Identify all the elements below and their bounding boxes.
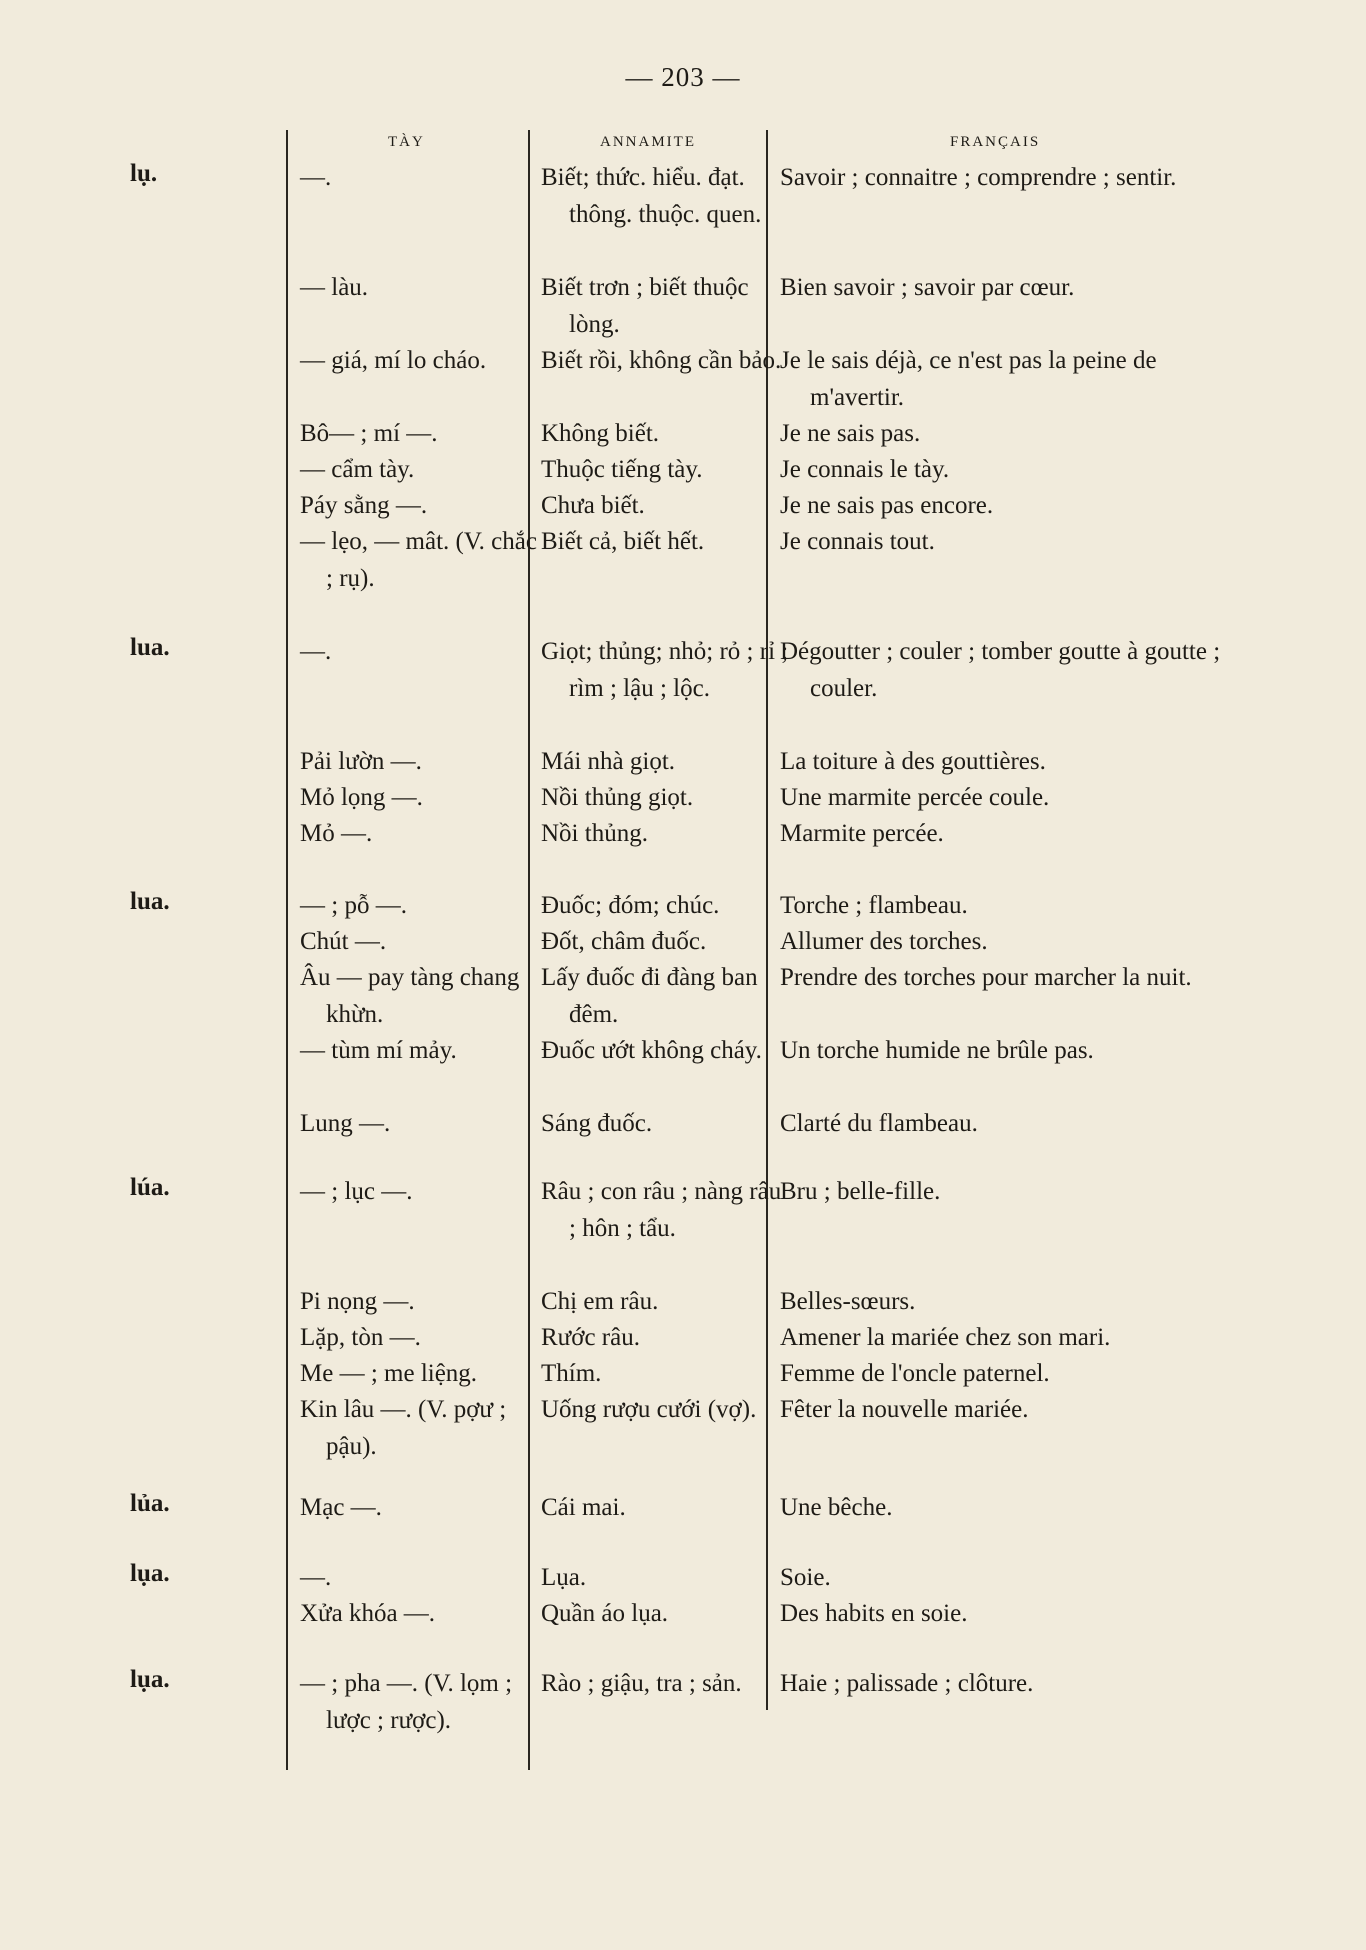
tay-text: Lặp, tòn —. [300,1324,421,1351]
tay-text: — tùm mí mảy. [300,1037,457,1064]
annamite-text: Uống rượu cưới (vợ). [541,1396,757,1423]
column-header-tay: TÀY [388,134,425,150]
annamite-text: Rước râu. [541,1324,640,1351]
french-text: La toiture à des gouttières. [780,748,1046,775]
entry-headword: lụa. [130,1560,170,1587]
french-text: Bru ; belle-fille. [780,1178,941,1205]
tay-text: — ; pha —. (V. lọm ; lược ; rược). [300,1670,513,1734]
french-text: Torche ; flambeau. [780,892,968,919]
entry-headword: lua. [130,634,170,661]
annamite-text: Không biết. [541,420,660,447]
tay-text: — lẹo, — mât. (V. chắc ; rụ). [300,528,537,592]
annamite-text: Cái mai. [541,1494,626,1521]
column-header-francais: FRANÇAIS [950,134,1041,150]
annamite-text: Đuốc; đóm; chúc. [541,892,720,919]
annamite-text: Biết cả, biết hết. [541,528,705,555]
annamite-text: Lấy đuốc đi đàng ban đêm. [541,964,758,1028]
tay-text: — ; lục —. [300,1178,413,1205]
entry-headword: lua. [130,888,170,915]
tay-text: — cẩm tày. [300,456,415,483]
french-text: Marmite percée. [780,820,944,847]
annamite-text: Chị em râu. [541,1288,659,1315]
french-text: Amener la mariée chez son mari. [780,1324,1111,1351]
tay-text: Pải lườn —. [300,748,422,775]
entry-headword: lụa. [130,1666,170,1693]
annamite-text: Giọt; thủng; nhỏ; rỏ ; rỉ ; rìm ; lậu ; lộc. [541,638,789,702]
tay-text: Pi nọng —. [300,1288,415,1315]
french-text: Dégoutter ; couler ; tomber goutte à goutte ; couler. [780,638,1221,702]
tay-text: —. [300,1564,332,1591]
tay-text: Páy sằng —. [300,492,428,519]
tay-text: Kin lâu —. (V. pợư ; pậu). [300,1396,507,1460]
french-text: Je ne sais pas. [780,420,921,447]
annamite-text: Biết rồi, không cần bảo. [541,347,782,374]
annamite-text: Đuốc ướt không cháy. [541,1037,762,1064]
french-text: Allumer des torches. [780,928,988,955]
french-text: Je connais tout. [780,528,935,555]
tay-text: Chút —. [300,928,387,955]
annamite-text: Sáng đuốc. [541,1110,653,1137]
annamite-text: Nồi thủng giọt. [541,784,694,811]
annamite-text: Quần áo lụa. [541,1600,669,1627]
french-text: Femme de l'oncle paternel. [780,1360,1050,1387]
french-text: Des habits en soie. [780,1600,968,1627]
french-text: Une bêche. [780,1494,893,1521]
entry-headword: lụ. [130,160,158,187]
tay-text: Mỏ lọng —. [300,784,423,811]
annamite-text: Rào ; giậu, tra ; sản. [541,1670,742,1697]
entry-headword: lúa. [130,1174,170,1201]
page-number: — 203 — [625,62,741,92]
annamite-text: Biết; thức. hiểu. đạt. thông. thuộc. quen. [541,164,762,228]
french-text: Fêter la nouvelle mariée. [780,1396,1029,1423]
french-text: Je ne sais pas encore. [780,492,994,519]
tay-text: —. [300,164,332,191]
annamite-text: Đốt, châm đuốc. [541,928,707,955]
french-text: Bien savoir ; savoir par cœur. [780,274,1075,301]
annamite-text: Biết trơn ; biết thuộc lòng. [541,274,749,338]
annamite-text: Chưa biết. [541,492,645,519]
tay-text: — làu. [300,274,369,301]
tay-text: Âu — pay tàng chang khừn. [300,964,520,1028]
french-text: Je connais le tày. [780,456,950,483]
tay-text: Lung —. [300,1110,391,1137]
tay-text: —. [300,638,332,665]
tay-text: Mạc —. [300,1494,382,1521]
french-text: Belles-sœurs. [780,1288,916,1315]
column-divider-left [286,130,288,1770]
french-text: Haie ; palissade ; clôture. [780,1670,1034,1697]
french-text: Prendre des torches pour marcher la nuit. [780,964,1192,991]
french-text: Soie. [780,1564,831,1591]
french-text: Je le sais déjà, ce n'est pas la peine de m'avertir. [780,347,1157,411]
column-header-annamite: ANNAMITE [600,134,696,150]
tay-text: — ; pỗ —. [300,892,407,919]
tay-text: Me — ; me liệng. [300,1360,478,1387]
annamite-text: Râu ; con râu ; nàng râu ; hôn ; tẩu. [541,1178,782,1242]
annamite-text: Mái nhà giọt. [541,748,676,775]
french-text: Clarté du flambeau. [780,1110,978,1137]
annamite-text: Nồi thủng. [541,820,648,847]
french-text: Une marmite percée coule. [780,784,1050,811]
annamite-text: Lụa. [541,1564,587,1591]
entry-headword: lủa. [130,1490,170,1517]
annamite-text: Thím. [541,1360,602,1387]
tay-text: — giá, mí lo cháo. [300,347,487,374]
tay-text: Xửa khóa —. [300,1600,436,1627]
tay-text: Mỏ —. [300,820,373,847]
tay-text: Bô— ; mí —. [300,420,438,447]
french-text: Un torche humide ne brûle pas. [780,1037,1094,1064]
annamite-text: Thuộc tiếng tày. [541,456,703,483]
french-text: Savoir ; connaitre ; comprendre ; sentir. [780,164,1177,191]
